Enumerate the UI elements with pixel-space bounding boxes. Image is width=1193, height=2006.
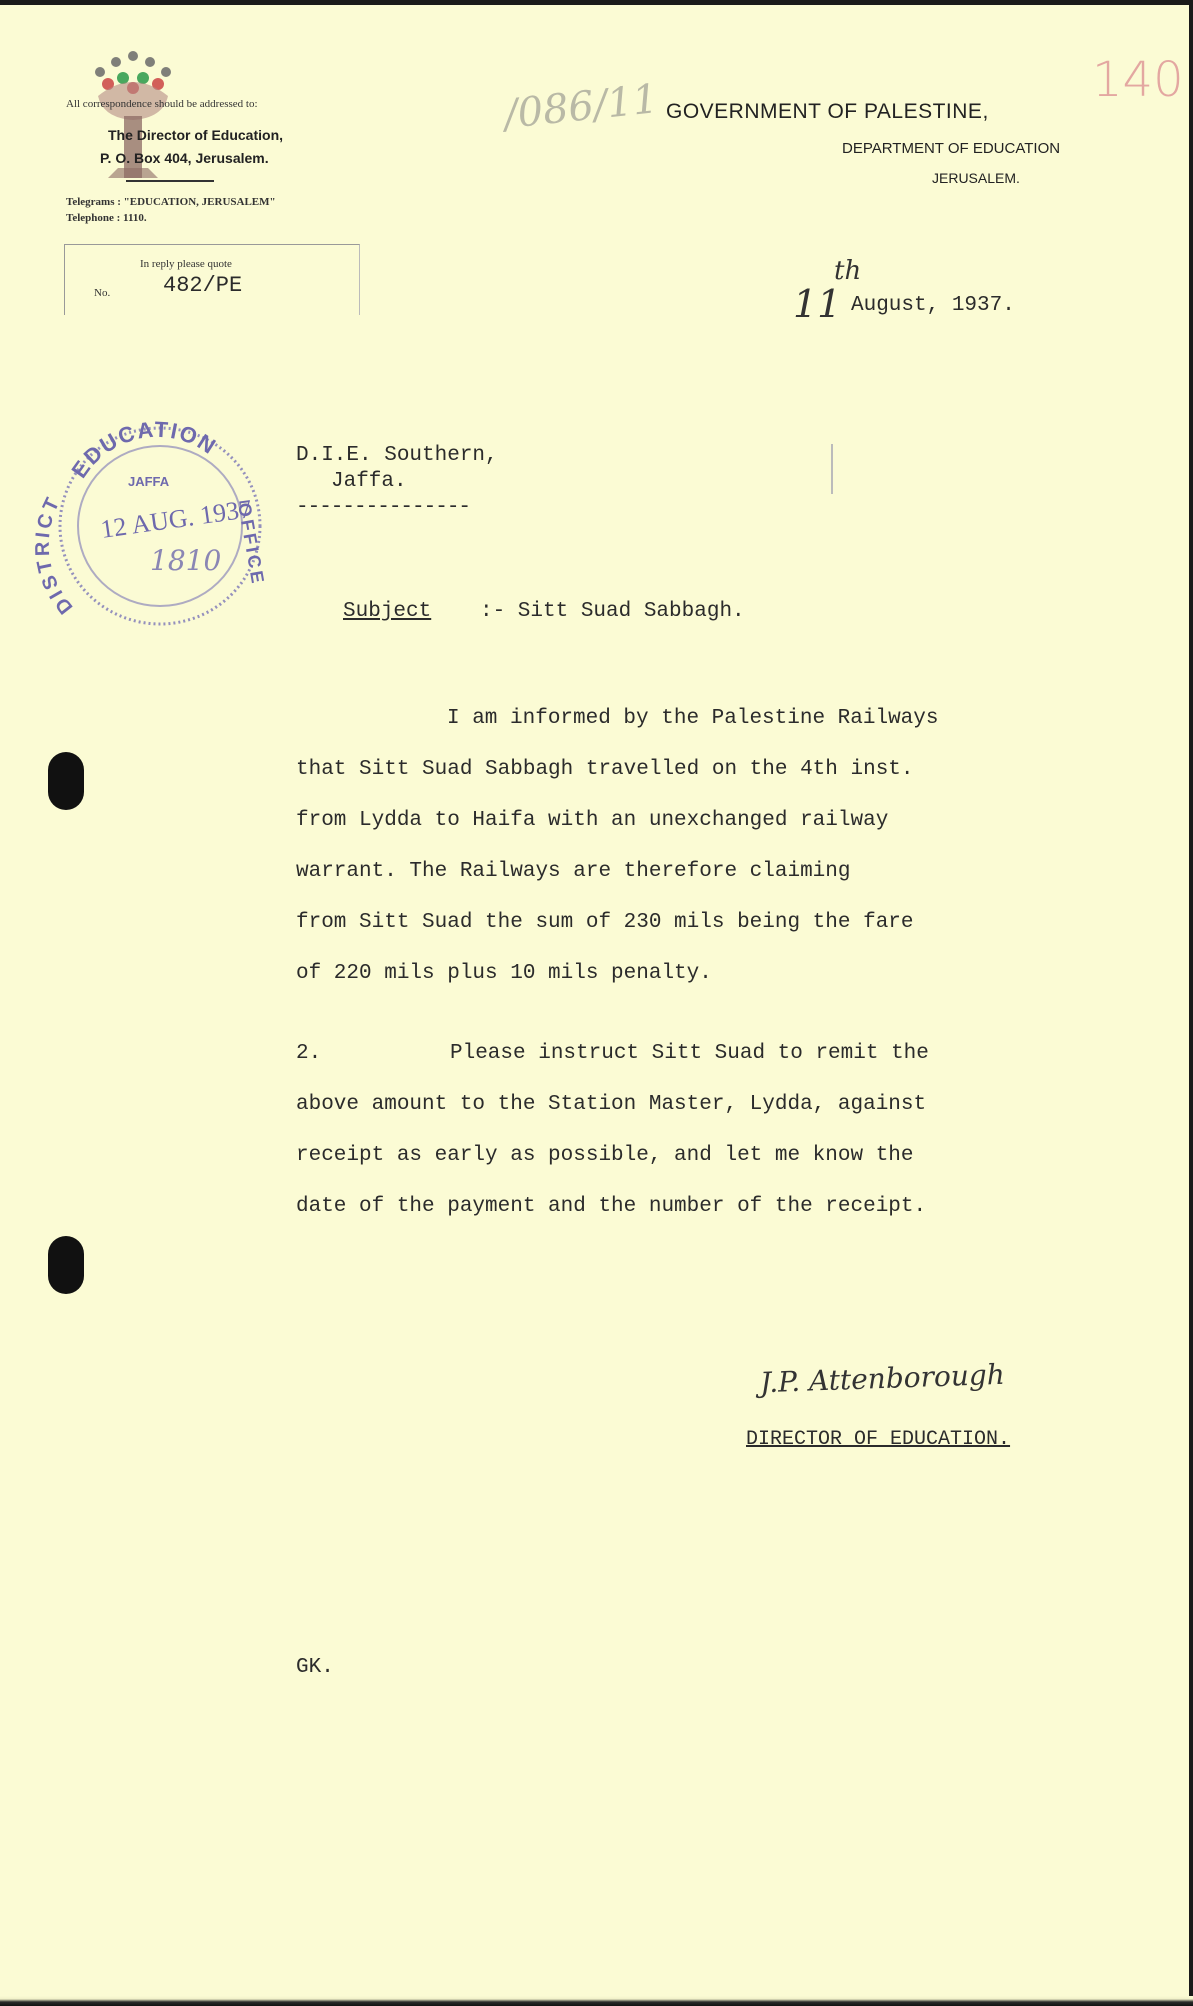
address-line-1: The Director of Education, [108, 127, 284, 143]
reference-label: No. [94, 287, 111, 299]
paragraph-2-line-1: Please instruct Sitt Suad to remit the [450, 1042, 929, 1065]
punch-hole-bottom [48, 1236, 84, 1294]
recipient-line-2: Jaffa. [331, 470, 407, 493]
page-right-edge [1189, 0, 1193, 2006]
paragraph-1-line-4: warrant. The Railways are therefore claiming [296, 860, 851, 883]
address-line-2: P. O. Box 404, Jerusalem. [100, 150, 269, 166]
signature-title: DIRECTOR OF EDUCATION. [746, 1428, 1011, 1451]
telephone: Telephone : 1110. [66, 212, 147, 224]
typed-date: August, 1937. [851, 294, 1015, 317]
stamp-right-text: OFFICE [234, 501, 269, 588]
handwritten-date-day: 11 [793, 282, 842, 326]
paragraph-2-line-3: receipt as early as possible, and let me know the [296, 1144, 914, 1167]
svg-text:DISTRICT [32, 492, 77, 618]
typist-initials: GK. [296, 1656, 334, 1679]
paragraph-2-line-2: above amount to the Station Master, Lydda, against [296, 1093, 927, 1116]
paragraph-2-number: 2. [296, 1042, 322, 1065]
telegrams: Telegrams : "EDUCATION, JERUSALEM" [66, 196, 276, 208]
margin-mark [831, 444, 833, 494]
handwritten-page-number: 140 [1092, 52, 1184, 108]
stamp-city: JAFFA [128, 474, 170, 489]
paragraph-1-line-5: from Sitt Suad the sum of 230 mils being the fare [296, 911, 914, 934]
address-intro: All correspondence should be addressed to: [66, 98, 258, 110]
recipient-line-1: D.I.E. Southern, [296, 444, 498, 467]
page-bottom-edge [0, 1996, 1193, 2006]
subject-text: :- Sitt Suad Sabbagh. [480, 600, 745, 623]
handwritten-file-number: /086/11 [502, 76, 661, 138]
paragraph-1-line-1: I am informed by the Palestine Railways [447, 707, 939, 730]
department-title: DEPARTMENT OF EDUCATION [842, 140, 1061, 157]
paragraph-1-line-2: that Sitt Suad Sabbagh travelled on the 4th inst. [296, 758, 914, 781]
page-top-edge [0, 0, 1193, 5]
stamp-date: 12 AUG. 1937 [98, 494, 254, 544]
punch-hole-top [48, 752, 84, 810]
district-office-stamp-icon [32, 408, 282, 638]
stamp-left-text: DISTRICT [32, 492, 78, 618]
subject-label: Subject [343, 600, 432, 623]
ministry-logo-icon [78, 48, 188, 188]
reply-note: In reply please quote [140, 258, 232, 270]
handwritten-date-suffix: th [834, 256, 862, 286]
stamp-number: 1810 [150, 544, 222, 577]
paragraph-2-line-4: date of the payment and the number of the receipt. [296, 1195, 927, 1218]
stamp-top-text: EDUCATION [66, 416, 222, 483]
svg-text:EDUCATION [66, 417, 221, 483]
handwritten-signature: J.P. Attenborough [759, 1357, 1006, 1400]
reference-number: 482/PE [163, 273, 243, 298]
address-divider [126, 180, 214, 182]
paragraph-1-line-6: of 220 mils plus 10 mils penalty. [296, 962, 712, 985]
department-city: JERUSALEM. [932, 170, 1020, 186]
paragraph-1-line-3: from Lydda to Haifa with an unexchanged railway [296, 809, 889, 832]
government-title: GOVERNMENT OF PALESTINE, [666, 100, 989, 123]
recipient-underline: --------------- [296, 496, 471, 519]
